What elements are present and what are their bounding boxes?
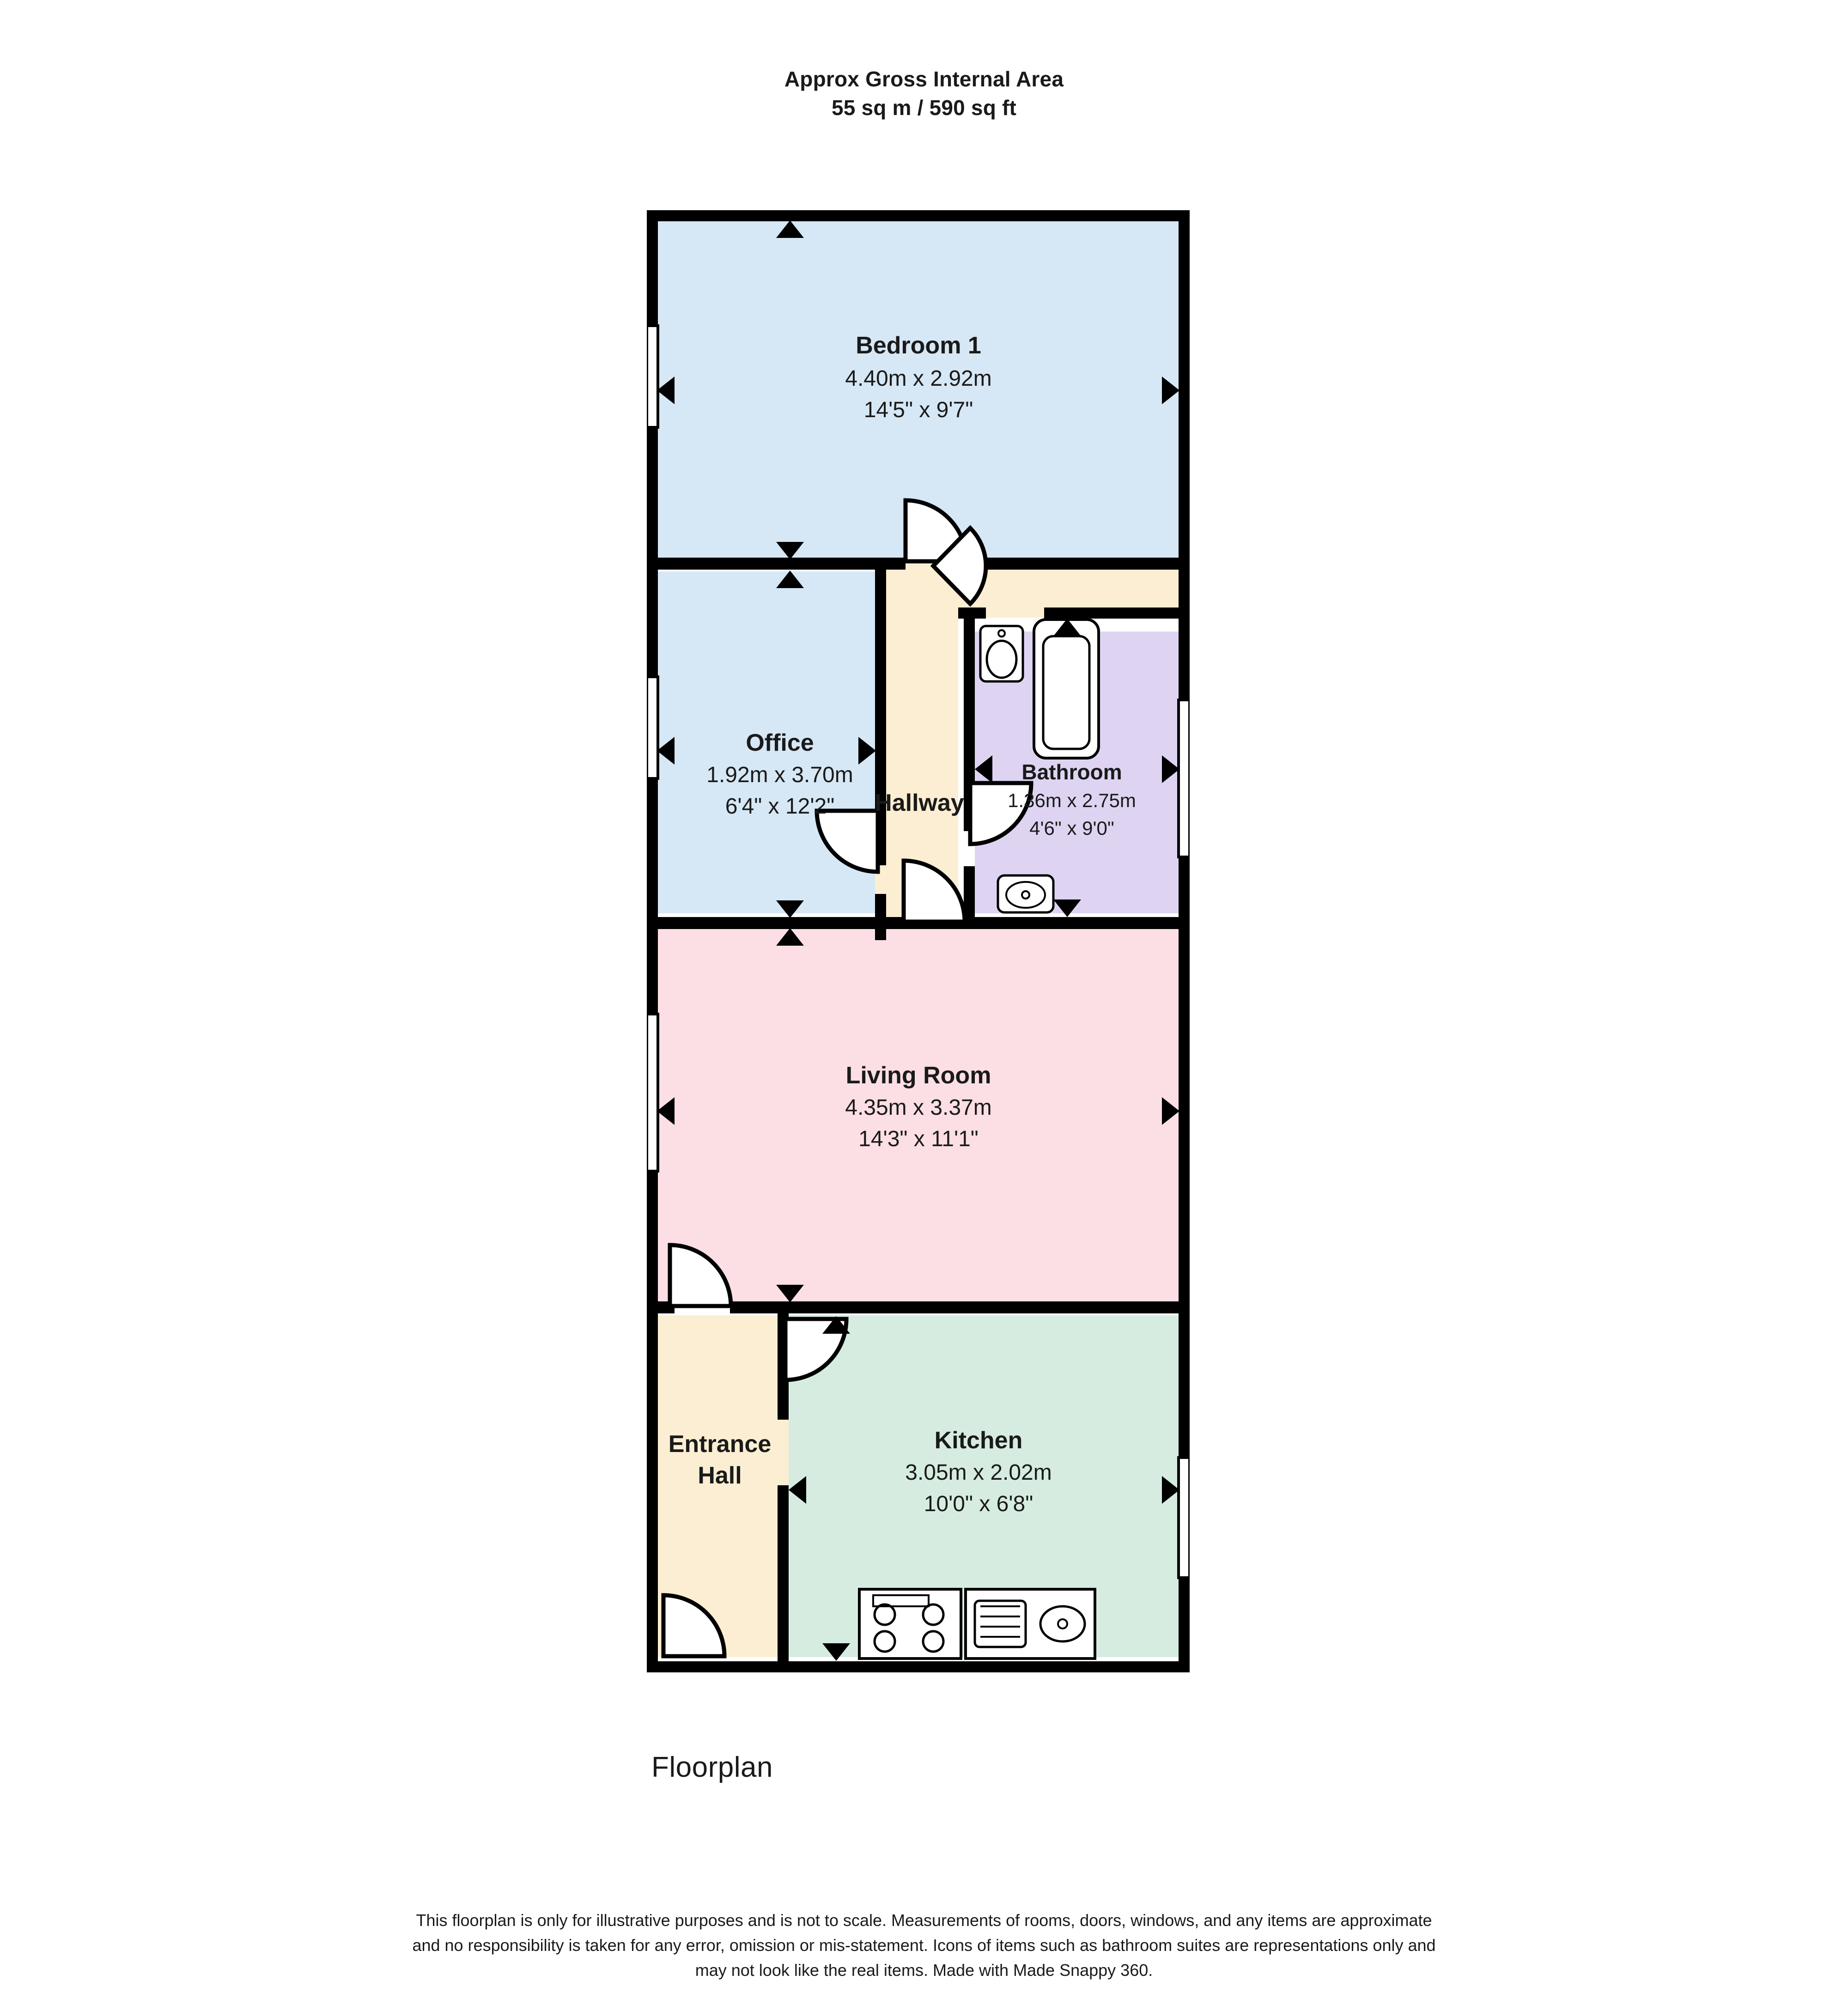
room-label-hallway (875, 790, 964, 816)
room-dim-imperial-bedroom-1: 14'5" x 9'7" (863, 398, 973, 422)
window-bathroom-right (1179, 700, 1190, 857)
room-dim-imperial-bathroom: 4'6" x 9'0" (1029, 817, 1114, 839)
hob-icon (859, 1589, 961, 1659)
disclaimer-line3: may not look like the real items. Made with Made Snappy 360. (695, 1961, 1153, 1980)
area-summary-line2: 55 sq m / 590 sq ft (831, 96, 1017, 120)
room-dim-metric-kitchen: 3.05m x 2.02m (905, 1460, 1052, 1485)
room-dim-imperial-kitchen: 10'0" x 6'8" (924, 1492, 1033, 1516)
room-name-office: Office (746, 729, 814, 756)
window-living-left (647, 1014, 658, 1171)
window-office-left (647, 677, 658, 778)
area-summary (0, 65, 1848, 122)
kitchen-sink-icon (966, 1589, 1095, 1659)
room-dim-metric-office: 1.92m x 3.70m (706, 763, 853, 787)
room-name-entrance-hall-2: Hall (698, 1462, 742, 1489)
room-dim-metric-living-room: 4.35m x 3.37m (845, 1095, 992, 1120)
area-summary-line1: Approx Gross Internal Area (784, 67, 1064, 91)
room-name-living-room: Living Room (845, 1062, 991, 1089)
bath-icon (1034, 620, 1099, 758)
room-name-hallway: Hallway (875, 790, 964, 816)
room-dim-imperial-living-room: 14'3" x 11'1" (858, 1127, 979, 1151)
window-kitchen-right (1179, 1458, 1190, 1578)
room-name-kitchen: Kitchen (934, 1427, 1023, 1454)
disclaimer (0, 1908, 1848, 1983)
room-label-bedroom-1 (845, 332, 991, 422)
room-name-entrance-hall: Entrance (668, 1431, 772, 1458)
plan-caption: Floorplan (651, 1751, 773, 1783)
window-bedroom-left (647, 326, 658, 427)
basin-icon (998, 875, 1053, 912)
toilet-icon (980, 626, 1023, 681)
room-dim-imperial-office: 6'4" x 12'2" (725, 794, 835, 819)
room-name-bathroom: Bathroom (1021, 760, 1122, 784)
disclaimer-line1: This floorplan is only for illustrative purposes and is not to scale. Measurements of rooms, doors, windows, and any items are approximate (416, 1911, 1432, 1930)
room-dim-metric-bathroom: 1.36m x 2.75m (1008, 790, 1136, 811)
disclaimer-line2: and no responsibility is taken for any error, omission or mis-statement. Icons of items such as bathroom suites are representations only and (412, 1936, 1436, 1955)
floorplan-drawing (647, 210, 1190, 1684)
room-label-living-room (845, 1062, 991, 1151)
room-dim-metric-bedroom-1: 4.40m x 2.92m (845, 366, 992, 391)
room-name-bedroom-1: Bedroom 1 (856, 332, 981, 359)
